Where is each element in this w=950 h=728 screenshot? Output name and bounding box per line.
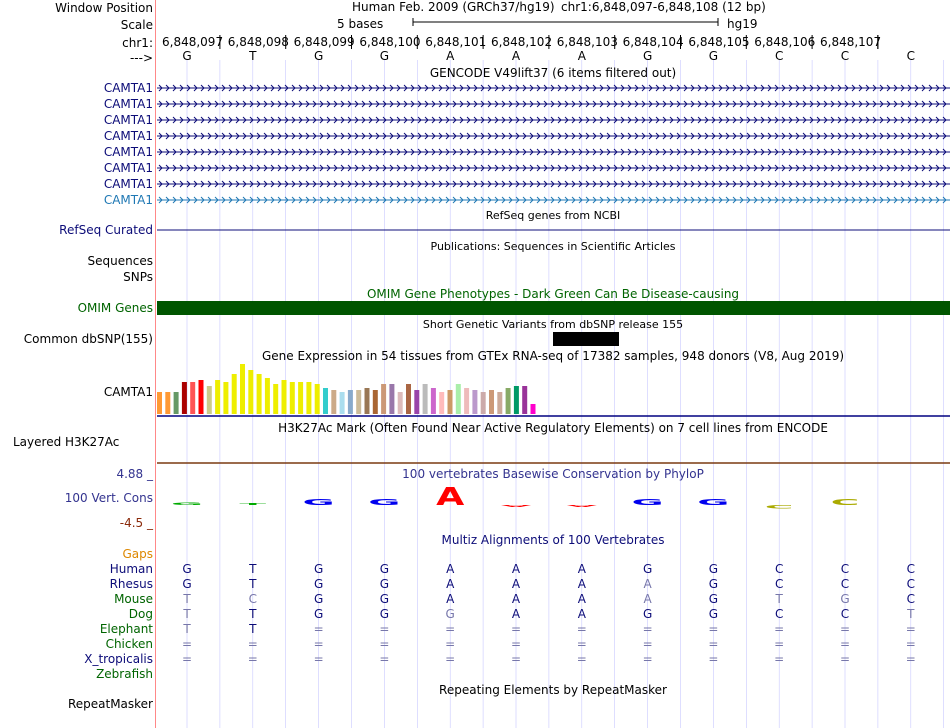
multiz-base: A <box>577 577 586 591</box>
multiz-base: = <box>510 622 522 636</box>
gtex-bar <box>514 386 519 414</box>
multiz-base: C <box>248 592 257 606</box>
dbsnp-variant <box>553 332 619 346</box>
gtex-bar <box>248 370 253 414</box>
gtex-bar <box>381 384 386 414</box>
gtex-bar <box>215 380 220 414</box>
multiz-base: = <box>510 637 522 651</box>
phylop-score-mark: G <box>697 497 730 508</box>
multiz-base: = <box>247 652 258 666</box>
multiz-base: = <box>576 637 587 651</box>
multiz-base: = <box>708 652 719 666</box>
multiz-base: = <box>313 637 324 651</box>
multiz-base: = <box>576 622 587 636</box>
chrom-label: chr1: <box>122 36 153 50</box>
gtex-bar <box>431 388 436 414</box>
ruler-tick-label: 6,848,102 <box>491 35 553 49</box>
ruler-tick-label: 6,848,103 <box>556 35 618 49</box>
omim-label[interactable]: OMIM Genes <box>77 301 153 315</box>
h3k27-label[interactable]: Layered H3K27Ac <box>13 435 120 449</box>
multiz-base: G <box>379 577 390 591</box>
multiz-base: A <box>511 562 521 576</box>
gtex-bar <box>348 390 353 414</box>
gtex-bar <box>174 392 179 414</box>
gencode-gene-label[interactable]: CAMTA1 <box>103 113 153 127</box>
phylop-score-mark: C <box>764 503 794 509</box>
multiz-base: A <box>643 592 652 606</box>
gtex-bar <box>398 392 403 414</box>
ruler-tick-label: 6,848,106 <box>754 35 816 49</box>
multiz-species-label[interactable]: Dog <box>128 607 153 621</box>
multiz-base: A <box>446 577 455 591</box>
scale-bar-text: 5 bases <box>337 17 384 31</box>
multiz-base: A <box>577 592 586 606</box>
multiz-base: = <box>379 652 390 666</box>
gencode-gene-label[interactable]: CAMTA1 <box>103 81 153 95</box>
multiz-base: C <box>840 577 850 591</box>
gtex-bar <box>389 384 394 414</box>
gtex-bar <box>522 386 527 414</box>
multiz-base: = <box>379 637 390 651</box>
multiz-base: A <box>643 577 652 591</box>
multiz-base: = <box>839 637 851 651</box>
multiz-base: T <box>183 622 191 636</box>
multiz-species-label[interactable]: Rhesus <box>109 577 153 591</box>
multiz-base: = <box>642 652 653 666</box>
multiz-base: G <box>642 607 653 621</box>
gtex-bar <box>273 384 278 414</box>
phylop-score-mark: C <box>830 497 860 507</box>
gtex-bar <box>497 392 502 414</box>
multiz-base: C <box>840 607 850 621</box>
multiz-base: G <box>708 607 719 621</box>
gtex-bar <box>340 392 345 414</box>
gtex-bar <box>356 390 361 414</box>
gencode-gene-label[interactable]: CAMTA1 <box>103 129 153 143</box>
multiz-base: G <box>708 577 719 591</box>
gtex-bar <box>323 388 328 414</box>
multiz-base: G <box>313 562 324 576</box>
multiz-species-label[interactable]: Elephant <box>99 622 153 636</box>
multiz-base: = <box>774 637 785 651</box>
h3k27-title: H3K27Ac Mark (Often Found Near Active Regulatory Elements) on 7 cell lines from ENCODE <box>278 421 828 435</box>
ruler-tick-label: 6,848,098 <box>227 35 289 49</box>
position-text[interactable]: chr1:6,848,097-6,848,108 (12 bp) <box>561 0 766 14</box>
multiz-base: A <box>511 592 521 606</box>
gtex-bar <box>157 392 162 414</box>
gtex-bar <box>423 384 428 414</box>
gtex-bar <box>481 392 486 414</box>
gtex-bar <box>531 404 536 414</box>
multiz-base: C <box>774 607 784 621</box>
ruler-tick-label: 6,848,105 <box>688 35 750 49</box>
multiz-base: = <box>905 652 916 666</box>
multiz-base: C <box>906 592 915 606</box>
multiz-base: = <box>510 652 522 666</box>
multiz-base: = <box>445 622 456 636</box>
multiz-base: = <box>445 652 456 666</box>
multiz-base: = <box>313 652 324 666</box>
gencode-title: GENCODE V49lift37 (6 items filtered out) <box>429 66 677 80</box>
multiz-base: G <box>708 592 719 606</box>
gtex-bar <box>298 382 303 414</box>
base-letter: G <box>379 49 390 63</box>
dbsnp-label[interactable]: Common dbSNP(155) <box>23 332 153 346</box>
gtex-title: Gene Expression in 54 tissues from GTEx RNA-seq of 17382 samples, 948 donors (V8, Aug 2019) <box>261 349 845 363</box>
multiz-base: C <box>774 577 784 591</box>
base-letter: G <box>708 49 719 63</box>
multiz-base: G <box>313 607 324 621</box>
multiz-base: G <box>708 562 719 576</box>
phylop-score-mark: A <box>500 504 532 508</box>
base-letter: G <box>313 49 324 63</box>
pubs-snps-label[interactable]: SNPs <box>123 270 153 284</box>
multiz-species-label[interactable]: Mouse <box>114 592 153 606</box>
multiz-title: Multiz Alignments of 100 Vertebrates <box>441 533 665 547</box>
multiz-base: T <box>907 607 915 621</box>
gtex-label[interactable]: CAMTA1 <box>103 385 153 399</box>
multiz-base: T <box>249 607 257 621</box>
multiz-base: G <box>379 607 390 621</box>
gtex-bar <box>207 386 212 414</box>
multiz-base: = <box>905 622 916 636</box>
multiz-base: = <box>642 622 653 636</box>
multiz-species-label[interactable]: X_tropicalis <box>84 652 153 666</box>
multiz-base: = <box>708 622 719 636</box>
phylop-score-mark: A <box>566 504 597 508</box>
gtex-bar <box>448 390 453 414</box>
multiz-base: A <box>577 562 586 576</box>
multiz-base: C <box>774 562 784 576</box>
multiz-base: = <box>839 652 851 666</box>
multiz-base: T <box>775 592 783 606</box>
multiz-base: T <box>249 562 257 576</box>
ruler-tick-label: 6,848,097 <box>162 35 224 49</box>
multiz-base: G <box>379 592 390 606</box>
scale-assembly: hg19 <box>727 17 758 31</box>
base-letter: A <box>577 49 586 63</box>
gencode-gene-label[interactable]: CAMTA1 <box>103 177 153 191</box>
multiz-base: T <box>249 577 257 591</box>
gtex-bar <box>331 390 336 414</box>
multiz-base: = <box>247 637 258 651</box>
pubs-title: Publications: Sequences in Scientific Articles <box>430 240 676 253</box>
strand-label: ---> <box>129 51 153 65</box>
gtex-bar <box>373 390 378 414</box>
omim-bar <box>157 301 950 315</box>
multiz-base: A <box>446 592 455 606</box>
gtex-bar <box>365 388 370 414</box>
gtex-bar <box>290 382 295 414</box>
phylop-min: -4.5 _ <box>119 516 153 530</box>
multiz-species-label[interactable]: Chicken <box>105 637 153 651</box>
multiz-species-label[interactable]: Zebrafish <box>96 667 153 681</box>
ruler-tick-label: 6,848,104 <box>622 35 684 49</box>
gtex-bar <box>506 388 511 414</box>
multiz-base: A <box>511 577 521 591</box>
base-letter: A <box>446 49 455 63</box>
ruler-tick-label: 6,848,101 <box>425 35 487 49</box>
gtex-bar <box>265 378 270 414</box>
ruler-tick-label: 6,848,099 <box>293 35 355 49</box>
multiz-base: G <box>642 562 653 576</box>
dbsnp-title: Short Genetic Variants from dbSNP release 155 <box>422 318 684 331</box>
phylop-score-mark: G <box>302 497 335 508</box>
scale-label: Scale <box>120 18 153 32</box>
gencode-gene-label[interactable]: CAMTA1 <box>103 161 153 175</box>
base-letter: A <box>511 49 521 63</box>
multiz-base: C <box>840 562 850 576</box>
multiz-base: A <box>577 607 586 621</box>
refseq-label[interactable]: RefSeq Curated <box>59 223 153 237</box>
gaps-label: Gaps <box>122 547 153 561</box>
gtex-bar <box>464 388 469 414</box>
multiz-base: = <box>774 652 785 666</box>
gtex-bar <box>199 380 204 414</box>
gtex-bar <box>489 390 494 414</box>
track-graphics <box>155 0 950 728</box>
refseq-title: RefSeq genes from NCBI <box>485 209 621 222</box>
gtex-bar <box>190 382 195 414</box>
base-letter: G <box>182 49 192 63</box>
base-letter: T <box>249 49 257 63</box>
multiz-base: = <box>445 637 456 651</box>
multiz-base: C <box>906 562 915 576</box>
gencode-gene-label[interactable]: CAMTA1 <box>103 97 153 111</box>
phylop-max: 4.88 _ <box>116 467 153 481</box>
multiz-base: = <box>181 652 193 666</box>
multiz-base: = <box>774 622 785 636</box>
gtex-bar <box>414 390 419 414</box>
multiz-base: T <box>249 622 257 636</box>
multiz-base: = <box>576 652 587 666</box>
gtex-bar <box>182 382 187 414</box>
multiz-base: G <box>313 577 324 591</box>
repeat-label[interactable]: RepeatMasker <box>67 697 153 711</box>
gtex-bar <box>282 380 287 414</box>
multiz-base: G <box>445 607 455 621</box>
gtex-bar <box>315 384 320 414</box>
phylop-score-mark: T <box>239 502 267 506</box>
multiz-base: = <box>839 622 851 636</box>
multiz-base: = <box>708 637 719 651</box>
multiz-base: = <box>379 622 390 636</box>
ruler-tick-label: 6,848,107 <box>820 35 882 49</box>
multiz-base: = <box>313 622 324 636</box>
multiz-base: T <box>183 592 191 606</box>
multiz-base: = <box>905 637 916 651</box>
phylop-score-mark: A <box>436 482 465 512</box>
base-letter: C <box>774 49 784 63</box>
gtex-bar <box>165 392 170 414</box>
pubs-sequences-label[interactable]: Sequences <box>87 254 153 268</box>
gtex-bar <box>223 382 228 414</box>
gtex-bar <box>232 374 237 414</box>
gtex-bar <box>472 390 477 414</box>
gencode-gene-label[interactable]: CAMTA1 <box>103 145 153 159</box>
gencode-gene-label[interactable]: CAMTA1 <box>103 193 153 207</box>
multiz-base: A <box>511 607 521 621</box>
base-letter: C <box>840 49 850 63</box>
multiz-base: G <box>379 562 390 576</box>
gtex-bar <box>257 374 262 414</box>
multiz-base: A <box>446 562 455 576</box>
base-letter: G <box>642 49 653 63</box>
phylop-score-mark: G <box>631 497 664 508</box>
gtex-bar <box>406 384 411 414</box>
multiz-base: G <box>182 577 192 591</box>
multiz-species-label[interactable]: Human <box>109 562 153 576</box>
gtex-bar <box>439 392 444 414</box>
multiz-base: G <box>840 592 850 606</box>
repeat-title: Repeating Elements by RepeatMasker <box>439 683 667 697</box>
multiz-base: G <box>182 562 192 576</box>
ruler-tick-label: 6,848,100 <box>359 35 421 49</box>
multiz-base: G <box>313 592 324 606</box>
phylop-score-mark: G <box>368 497 401 508</box>
multiz-base: C <box>906 577 915 591</box>
window-position-label: Window Position <box>55 1 153 15</box>
gtex-bar <box>306 382 311 414</box>
phylop-title: 100 vertebrates Basewise Conservation by PhyloP <box>402 467 704 481</box>
phylop-score-mark: G <box>170 502 204 506</box>
phylop-label[interactable]: 100 Vert. Cons <box>64 491 153 505</box>
multiz-base: = <box>642 637 653 651</box>
multiz-base: T <box>183 607 191 621</box>
base-letter: C <box>906 49 915 63</box>
gtex-bar <box>456 384 461 414</box>
multiz-base: = <box>181 637 193 651</box>
assembly-label: Human Feb. 2009 (GRCh37/hg19) <box>352 0 555 14</box>
omim-title: OMIM Gene Phenotypes - Dark Green Can Be Disease-causing <box>366 287 740 301</box>
gtex-bar <box>240 364 245 414</box>
